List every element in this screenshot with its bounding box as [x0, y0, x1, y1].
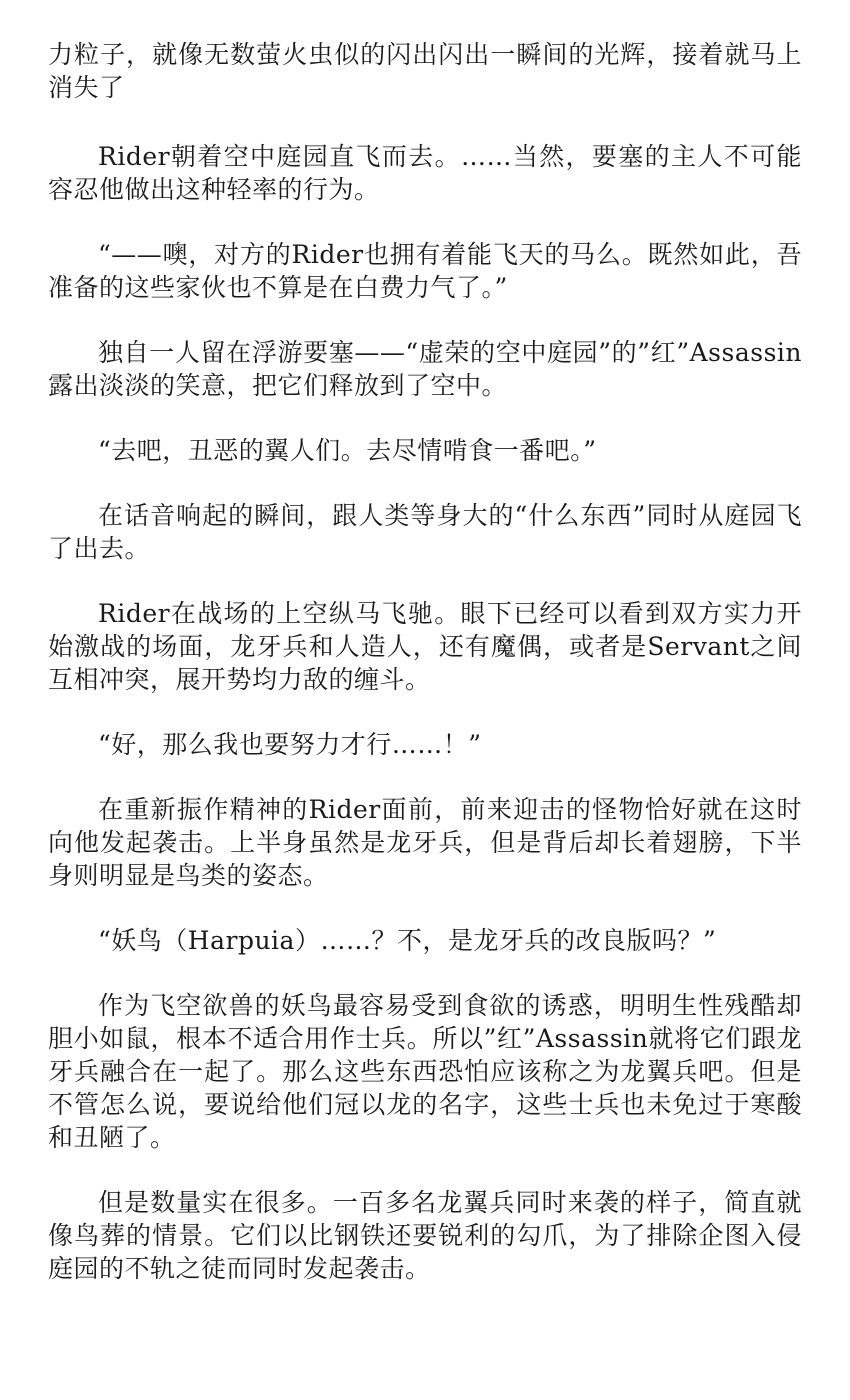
paragraph-3: “——噢，对方的Rider也拥有着能飞天的马么。既然如此，吾准备的这些家伙也不算是在白费力气了。” — [48, 240, 802, 302]
paragraph-4: 独自一人留在浮游要塞——“虚荣的空中庭园”的”红”Assassin露出淡淡的笑意，把它们释放到了空中。 — [48, 338, 802, 400]
paragraph-1: 力粒子，就像无数萤火虫似的闪出闪出一瞬间的光辉，接着就马上消失了 — [48, 40, 802, 102]
document-body — [48, 38, 802, 1317]
paragraph-12: 但是数量实在很多。一百多名龙翼兵同时来袭的样子，简直就像鸟葬的情景。它们以比钢铁还要锐利的勾爪，为了排除企图入侵庭园的不轨之徒而同时发起袭击。 — [48, 1188, 802, 1283]
paragraph-10: “妖鸟（Harpuia）……？不，是龙牙兵的改良版吗？” — [98, 926, 717, 955]
paragraph-8: “好，那么我也要努力才行……！” — [98, 730, 482, 759]
paragraph-7: Rider在战场的上空纵马飞驰。眼下已经可以看到双方实力开始激战的场面，龙牙兵和人造人，还有魔偶，或者是Servant之间互相冲突，展开势均力敌的缠斗。 — [48, 599, 802, 694]
paragraph-11: 作为飞空欲兽的妖鸟最容易受到食欲的诱惑，明明生性残酷却胆小如鼠，根本不适合用作士兵。所以”红”Assassin就将它们跟龙牙兵融合在一起了。那么这些东西恐怕应该称之为龙翼兵吧。但是不管怎么说，要说给他们冠以龙的名字，这些士兵也未免过于寒酸和丑陋了。 — [48, 991, 802, 1152]
paragraph-2: Rider朝着空中庭园直飞而去。……当然，要塞的主人不可能容忍他做出这种轻率的行为。 — [48, 142, 802, 204]
paragraph-9: 在重新振作精神的Rider面前，前来迎击的怪物恰好就在这时向他发起袭击。上半身虽然是龙牙兵，但是背后却长着翅膀，下半身则明显是鸟类的姿态。 — [48, 795, 802, 890]
paragraph-6: 在话音响起的瞬间，跟人类等身大的“什么东西”同时从庭园飞了出去。 — [48, 501, 802, 563]
paragraph-5: “去吧，丑恶的翼人们。去尽情啃食一番吧。” — [98, 436, 597, 465]
